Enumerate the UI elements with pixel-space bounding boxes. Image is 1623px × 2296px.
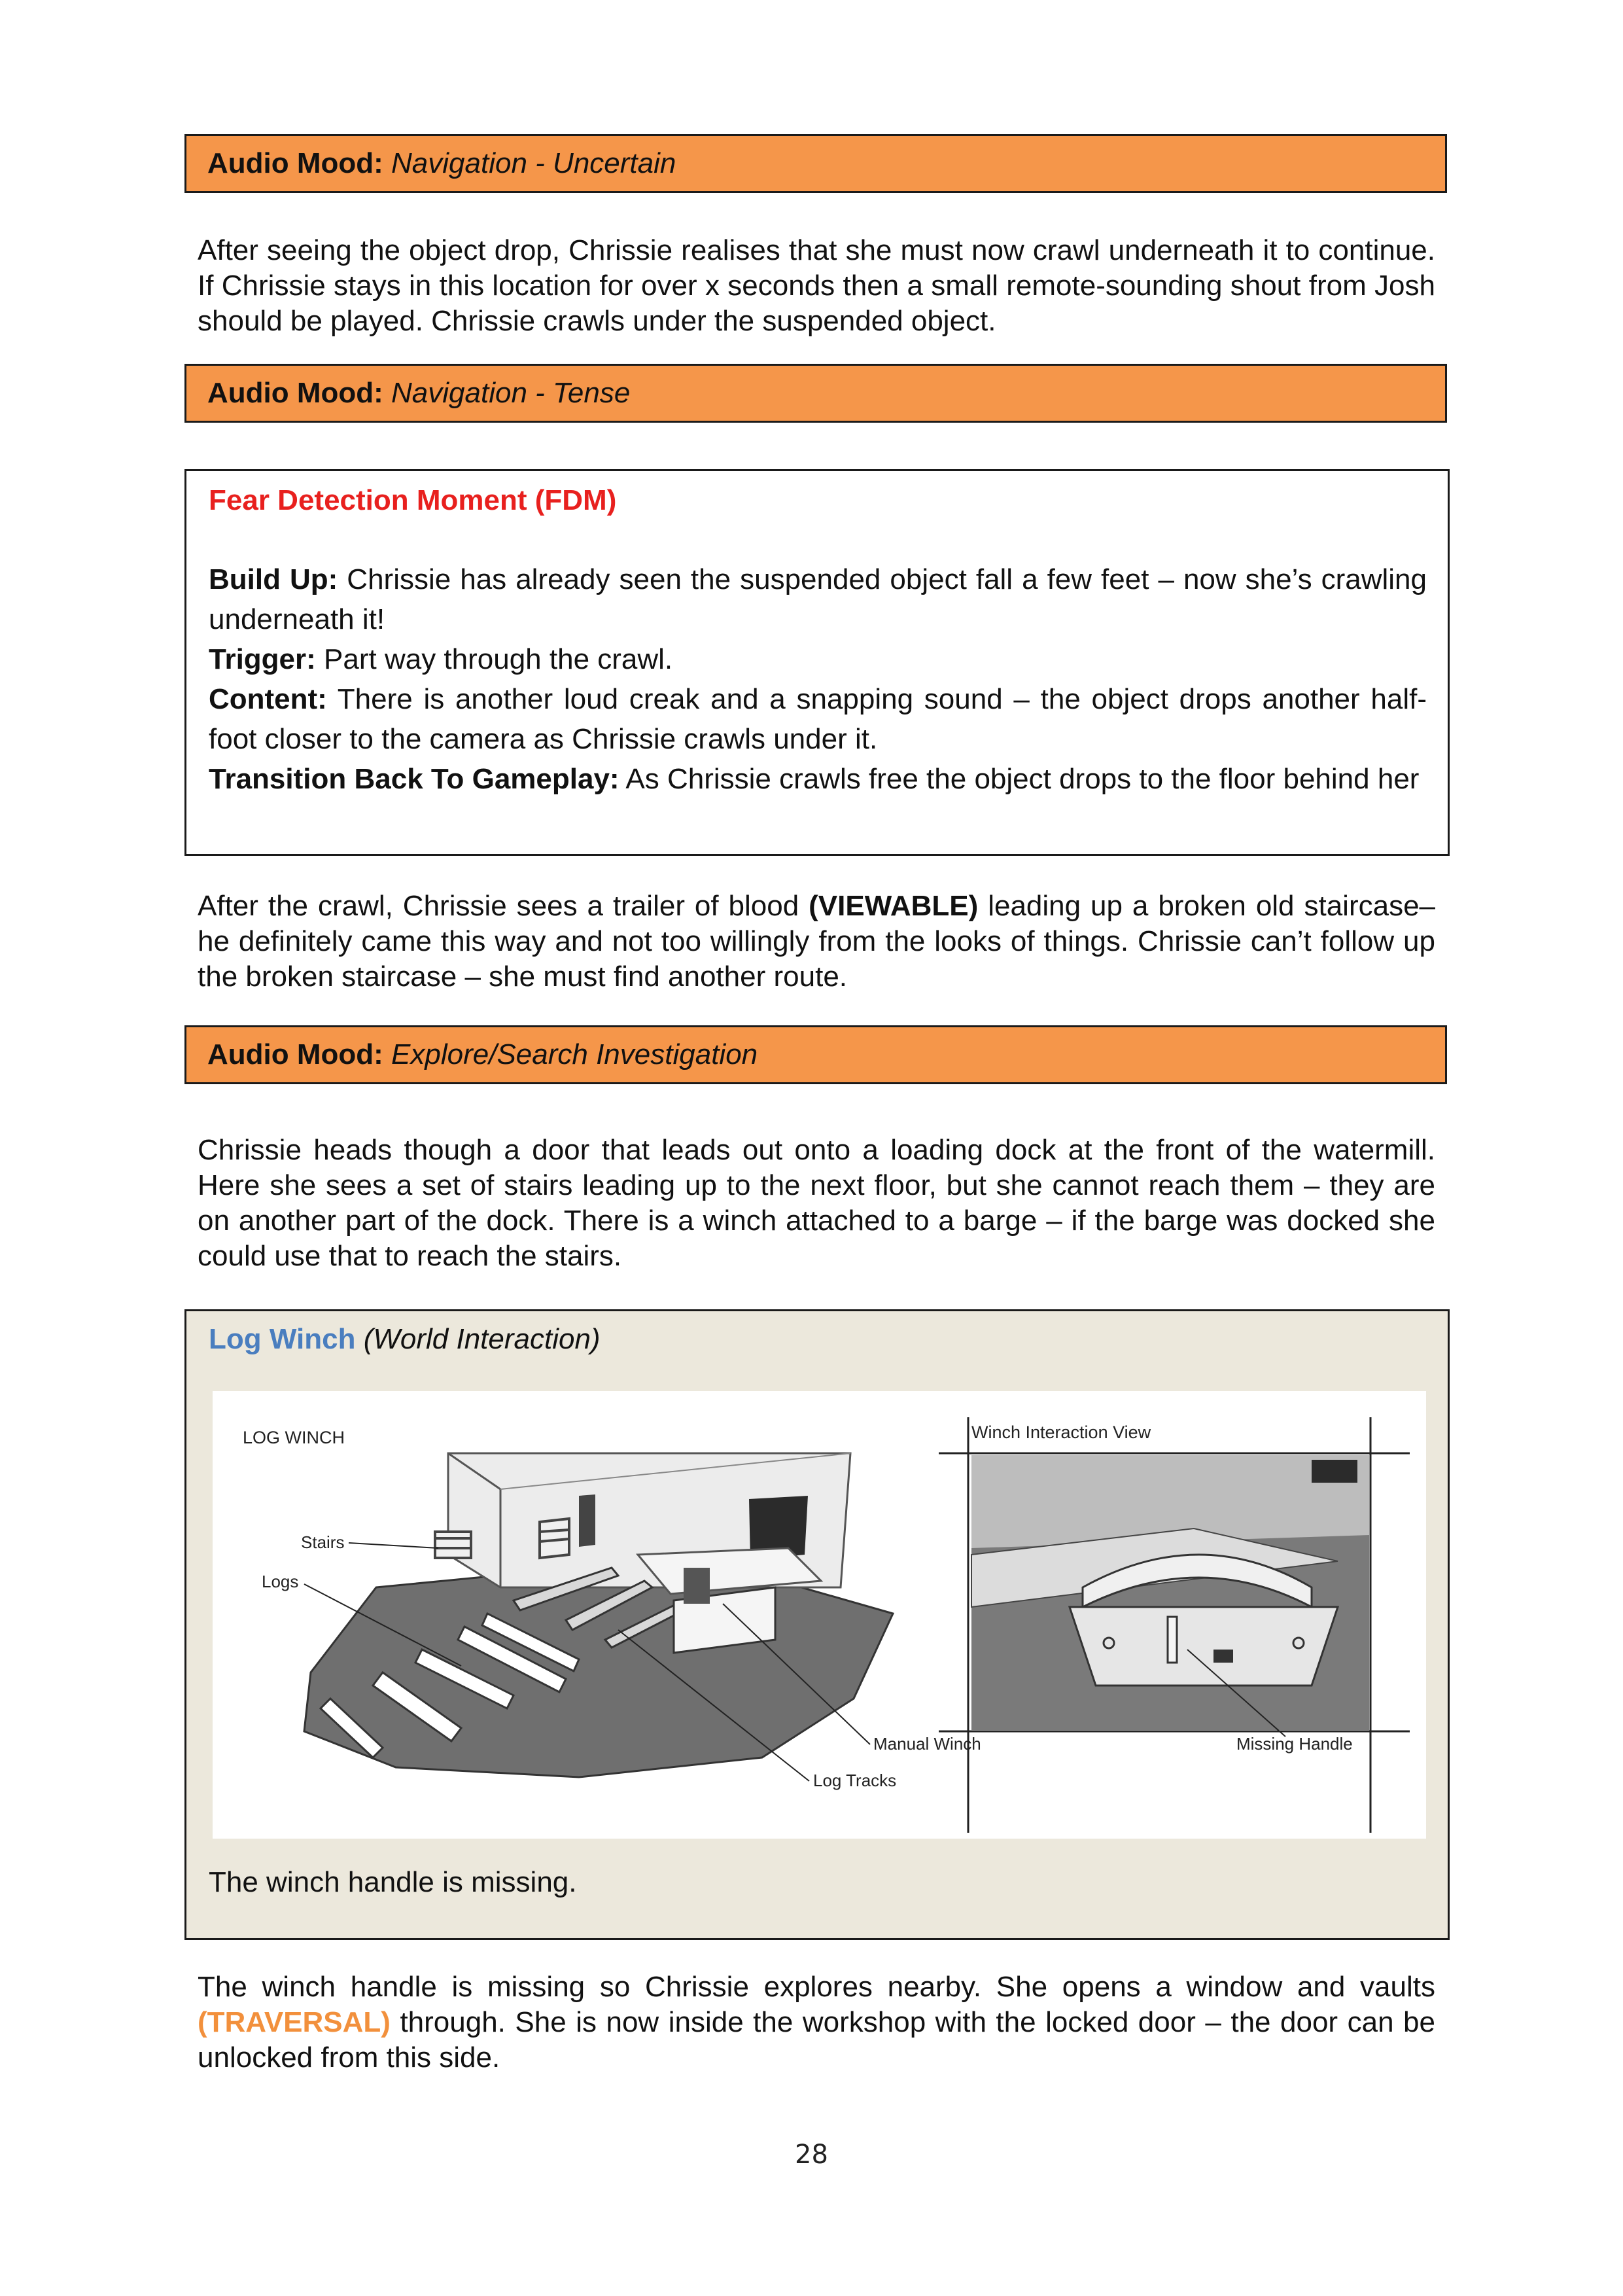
traversal-tag: (TRAVERSAL) (198, 2006, 391, 2038)
paragraph-blood-trail (198, 889, 1435, 995)
audio-mood-label: Audio Mood: (207, 377, 383, 409)
audio-mood-value: Navigation - Tense (391, 377, 631, 409)
winch-frame-shape (1070, 1607, 1338, 1686)
fdm-transition-text: As Chrissie crawls free the object drops to the floor behind her (619, 763, 1420, 795)
fdm-content (209, 679, 1427, 759)
fdm-trigger (209, 639, 1427, 679)
log-winch-caption: The winch handle is missing. (209, 1866, 577, 1898)
label-missing-handle: Missing Handle (1236, 1734, 1353, 1754)
figure-left-title: LOG WINCH (243, 1428, 345, 1447)
fdm-transition (209, 759, 1427, 799)
audio-mood-banner-2 (184, 364, 1447, 423)
label-manual-winch: Manual Winch (873, 1734, 981, 1754)
log-winch-figure (213, 1391, 1426, 1839)
log-winch-illustration (213, 1391, 1426, 1839)
paragraph-loading-dock (198, 1133, 1435, 1274)
fdm-transition-label: Transition Back To Gameplay: (209, 763, 620, 795)
log-winch-name: Log Winch (209, 1323, 356, 1355)
paragraph-text (198, 1969, 1435, 2075)
fdm-body (209, 559, 1427, 799)
log-winch-box (184, 1309, 1450, 1940)
fdm-title: Fear Detection Moment (FDM) (209, 484, 617, 516)
label-log-tracks: Log Tracks (813, 1771, 897, 1790)
log-winch-type: (World Interaction) (363, 1323, 601, 1355)
page-number: 28 (795, 2140, 828, 2170)
audio-mood-label: Audio Mood: (207, 147, 383, 179)
fdm-content-label: Content: (209, 683, 327, 715)
para-text-after: leading up a broken old staircase– he definitely came this way and not too willingly from the looks of things. Chrissie can’t follow up the broken staircase – she must find another route. (198, 890, 1436, 993)
audio-mood-banner-1 (184, 134, 1447, 193)
fear-detection-moment-box (184, 469, 1450, 856)
audio-mood-value: Explore/Search Investigation (391, 1038, 758, 1070)
dock-ground-shape (304, 1568, 893, 1777)
para-text-after: through. She is now inside the workshop with the locked door – the door can be unlocked from this side. (198, 2006, 1435, 2074)
para-text-before: After the crawl, Chrissie sees a trailer of blood (198, 890, 809, 922)
fdm-build-up-label: Build Up: (209, 563, 338, 595)
fdm-trigger-text: Part way through the crawl. (315, 643, 673, 675)
paragraph-text (198, 889, 1435, 995)
fdm-trigger-label: Trigger: (209, 643, 316, 675)
audio-mood-banner-3 (184, 1025, 1447, 1084)
figure-right-title: Winch Interaction View (971, 1422, 1151, 1442)
para-text-before: The winch handle is missing so Chrissie explores nearby. She opens a window and vaults (198, 1971, 1435, 2003)
fdm-build-up-text: Chrissie has already seen the suspended object fall a few feet – now she’s crawling underneath it! (209, 563, 1427, 635)
paragraph-text: After seeing the object drop, Chrissie realises that she must now crawl underneath it to continue. If Chrissie stays in this location for over x seconds then a small remote-sounding shout from Josh should be played. Chrissie crawls under the suspended object. (198, 234, 1435, 337)
fdm-content-text: There is another loud creak and a snapping sound – the object drops another half-foot closer to the camera as Chrissie crawls under it. (209, 683, 1427, 755)
paragraph-crawl (198, 233, 1435, 339)
audio-mood-value: Navigation - Uncertain (391, 147, 676, 179)
label-stairs: Stairs (301, 1532, 345, 1552)
label-logs: Logs (262, 1572, 299, 1591)
fdm-build-up (209, 559, 1427, 639)
paragraph-text: Chrissie heads though a door that leads out onto a loading dock at the front of the watermill. Here she sees a set of stairs leading up to the next floor, but she cannot reach them – they are on another part of the dock. There is a winch attached to a barge – if the barge was docked she could use that to reach the stairs. (198, 1134, 1435, 1272)
log-winch-title (209, 1323, 601, 1356)
paragraph-traversal (198, 1969, 1435, 2075)
audio-mood-label: Audio Mood: (207, 1038, 383, 1070)
winch-spindle-shape (1168, 1617, 1177, 1663)
viewable-tag: (VIEWABLE) (809, 890, 979, 922)
